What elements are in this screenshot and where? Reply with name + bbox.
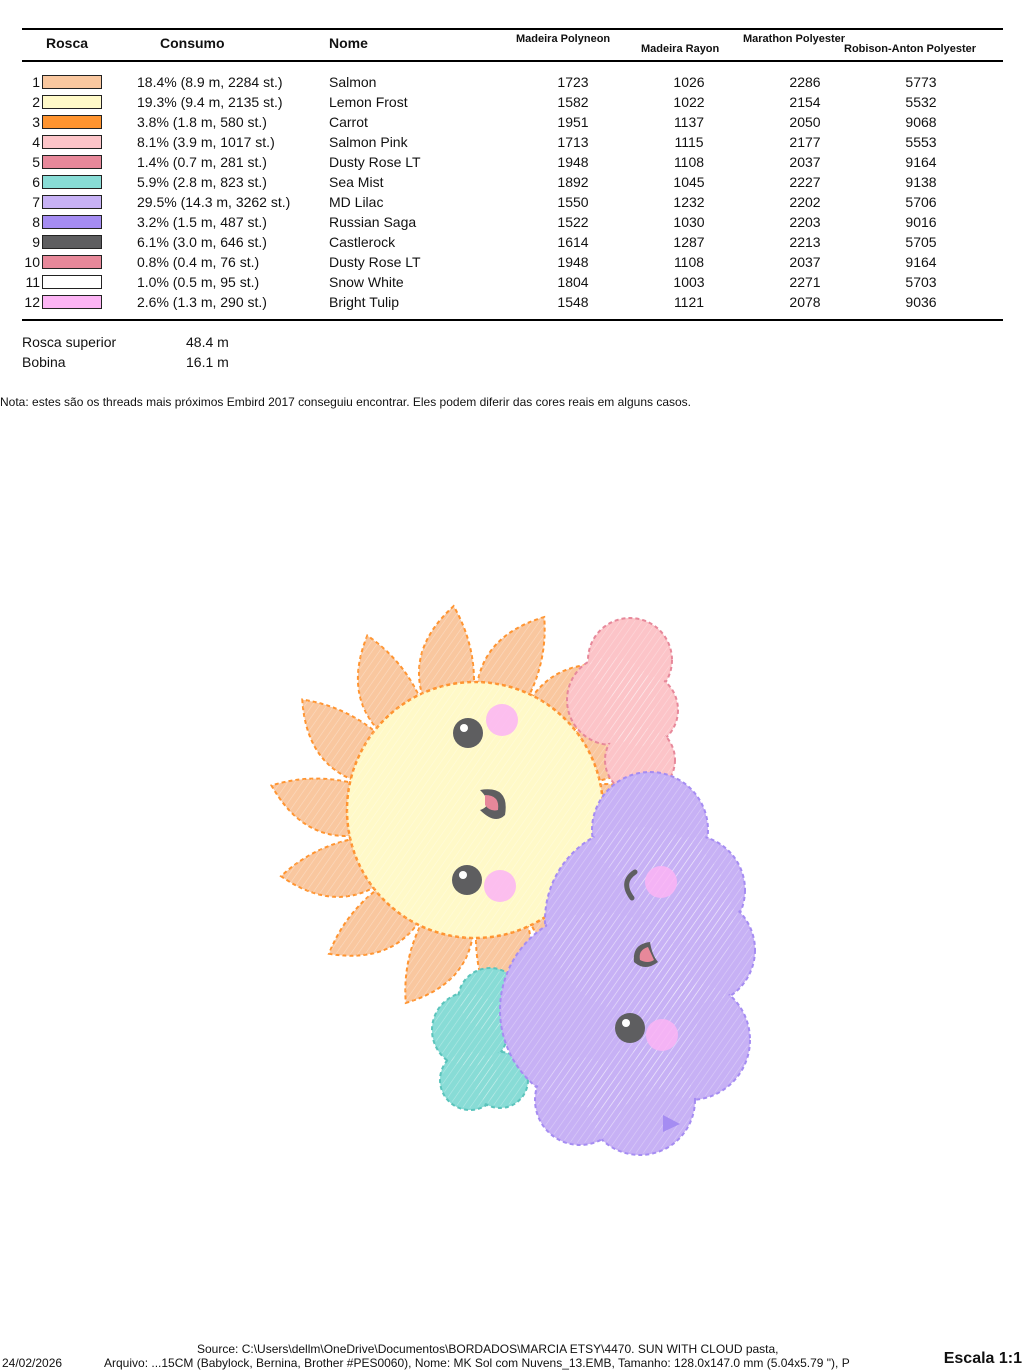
row-number: 8 — [32, 214, 40, 230]
row-nome: Bright Tulip — [329, 294, 400, 310]
row-nome: MD Lilac — [329, 194, 384, 210]
row-madeira-rayon: 1026 — [673, 74, 705, 90]
row-consumo: 18.4% (8.9 m, 2284 st.) — [137, 74, 283, 90]
row-consumo: 2.6% (1.3 m, 290 st.) — [137, 294, 267, 310]
row-madeira-polyneon: 1582 — [557, 94, 589, 110]
header-consumo: Consumo — [160, 35, 225, 51]
row-nome: Snow White — [329, 274, 404, 290]
row-madeira-polyneon: 1948 — [557, 154, 589, 170]
row-consumo: 1.0% (0.5 m, 95 st.) — [137, 274, 260, 290]
row-madeira-rayon: 1287 — [673, 234, 705, 250]
header-rosca: Rosca — [46, 35, 89, 51]
row-marathon: 2203 — [789, 214, 821, 230]
eye-icon — [615, 1013, 645, 1043]
cheek-blush — [486, 704, 518, 736]
row-madeira-polyneon: 1951 — [557, 114, 589, 130]
row-consumo: 8.1% (3.9 m, 1017 st.) — [137, 134, 275, 150]
cheek-blush — [645, 866, 677, 898]
row-robison: 9164 — [905, 154, 937, 170]
eye-highlight — [459, 871, 467, 879]
row-consumo: 3.2% (1.5 m, 487 st.) — [137, 214, 267, 230]
row-consumo: 0.8% (0.4 m, 76 st.) — [137, 254, 260, 270]
header-nome: Nome — [329, 35, 368, 51]
row-marathon: 2202 — [789, 194, 821, 210]
row-marathon: 2037 — [789, 254, 821, 270]
row-nome: Russian Saga — [329, 214, 417, 230]
cheek-blush — [646, 1019, 678, 1051]
bobina-value: 16.1 m — [186, 354, 229, 370]
row-madeira-polyneon: 1548 — [557, 294, 589, 310]
sun-petal-stitch — [271, 779, 359, 836]
row-consumo: 1.4% (0.7 m, 281 st.) — [137, 154, 267, 170]
row-robison: 5553 — [905, 134, 937, 150]
bobina-label: Bobina — [22, 354, 66, 370]
row-robison: 5703 — [905, 274, 937, 290]
cheek-blush — [484, 870, 516, 902]
row-madeira-polyneon: 1522 — [557, 214, 589, 230]
row-robison: 9036 — [905, 294, 937, 310]
eye-icon — [453, 718, 483, 748]
row-marathon: 2177 — [789, 134, 821, 150]
row-nome: Salmon Pink — [329, 134, 408, 150]
row-number: 3 — [32, 114, 40, 130]
footer-date: 24/02/2026 — [2, 1356, 63, 1370]
header-madeira-polyneon: Madeira Polyneon — [516, 33, 611, 45]
footer-arquivo: Arquivo: ...15CM (Babylock, Bernina, Brother #PES0060), Nome: MK Sol com Nuvens_13.EMB, Tamanho: 128.0x147.0 mm (5.04x5.79 "), P — [104, 1356, 850, 1370]
row-madeira-polyneon: 1723 — [557, 74, 589, 90]
row-robison: 5532 — [905, 94, 937, 110]
row-marathon: 2050 — [789, 114, 821, 130]
row-robison: 9138 — [905, 174, 937, 190]
row-number: 6 — [32, 174, 40, 190]
row-number: 2 — [32, 94, 40, 110]
row-number: 5 — [32, 154, 40, 170]
row-nome: Dusty Rose LT — [329, 254, 421, 270]
row-consumo: 19.3% (9.4 m, 2135 st.) — [137, 94, 283, 110]
row-madeira-rayon: 1030 — [673, 214, 705, 230]
row-consumo: 5.9% (2.8 m, 823 st.) — [137, 174, 267, 190]
row-nome: Lemon Frost — [329, 94, 408, 110]
row-robison: 9016 — [905, 214, 937, 230]
row-marathon: 2037 — [789, 154, 821, 170]
row-madeira-rayon: 1121 — [673, 294, 705, 310]
header-robison-anton: Robison-Anton Polyester — [844, 43, 977, 55]
lilac-cloud-puff-stitch — [537, 1057, 623, 1143]
row-madeira-rayon: 1003 — [673, 274, 705, 290]
row-madeira-rayon: 1045 — [673, 174, 705, 190]
header-madeira-rayon: Madeira Rayon — [641, 43, 720, 55]
row-madeira-polyneon: 1948 — [557, 254, 589, 270]
row-nome: Dusty Rose LT — [329, 154, 421, 170]
eye-icon — [452, 865, 482, 895]
header-marathon-polyester: Marathon Polyester — [743, 33, 846, 45]
row-nome: Salmon — [329, 74, 377, 90]
row-marathon: 2286 — [789, 74, 821, 90]
row-marathon: 2227 — [789, 174, 821, 190]
row-consumo: 3.8% (1.8 m, 580 st.) — [137, 114, 267, 130]
row-nome: Carrot — [329, 114, 368, 130]
row-marathon: 2213 — [789, 234, 821, 250]
row-robison: 9164 — [905, 254, 937, 270]
row-number: 10 — [24, 254, 40, 270]
row-madeira-rayon: 1108 — [673, 254, 705, 270]
row-madeira-polyneon: 1892 — [557, 174, 589, 190]
row-madeira-rayon: 1022 — [673, 94, 705, 110]
row-number: 11 — [25, 274, 40, 290]
row-madeira-rayon: 1232 — [673, 194, 705, 210]
row-consumo: 6.1% (3.0 m, 646 st.) — [137, 234, 267, 250]
row-madeira-rayon: 1115 — [674, 134, 704, 150]
row-madeira-rayon: 1108 — [673, 154, 705, 170]
rosca-superior-label: Rosca superior — [22, 334, 117, 350]
row-nome: Sea Mist — [329, 174, 384, 190]
row-madeira-rayon: 1137 — [673, 114, 705, 130]
row-marathon: 2078 — [789, 294, 821, 310]
row-marathon: 2154 — [789, 94, 821, 110]
row-madeira-polyneon: 1804 — [557, 274, 589, 290]
row-marathon: 2271 — [789, 274, 821, 290]
row-robison: 5773 — [905, 74, 937, 90]
row-madeira-polyneon: 1550 — [557, 194, 589, 210]
footer-escala: Escala 1:1 — [943, 1350, 1022, 1367]
row-number: 12 — [24, 294, 40, 310]
rosca-superior-value: 48.4 m — [186, 334, 229, 350]
row-number: 4 — [32, 134, 40, 150]
row-madeira-polyneon: 1713 — [557, 134, 589, 150]
footer-source: Source: C:\Users\dellm\OneDrive\Documentos\BORDADOS\MARCIA ETSY\4470. SUN WITH CLOUD pasta, — [197, 1342, 779, 1356]
row-consumo: 29.5% (14.3 m, 3262 st.) — [137, 194, 291, 210]
row-robison: 5705 — [905, 234, 937, 250]
eye-highlight — [622, 1019, 630, 1027]
row-number: 9 — [32, 234, 40, 250]
row-robison: 9068 — [905, 114, 937, 130]
note-text: Nota: estes são os threads mais próximos Embird 2017 conseguiu encontrar. Eles podem diferir das cores reais em alguns casos. — [0, 395, 692, 409]
row-madeira-polyneon: 1614 — [557, 234, 589, 250]
row-nome: Castlerock — [329, 234, 396, 250]
row-number: 7 — [32, 194, 40, 210]
row-number: 1 — [32, 74, 40, 90]
eye-highlight — [460, 724, 468, 732]
row-robison: 5706 — [905, 194, 937, 210]
